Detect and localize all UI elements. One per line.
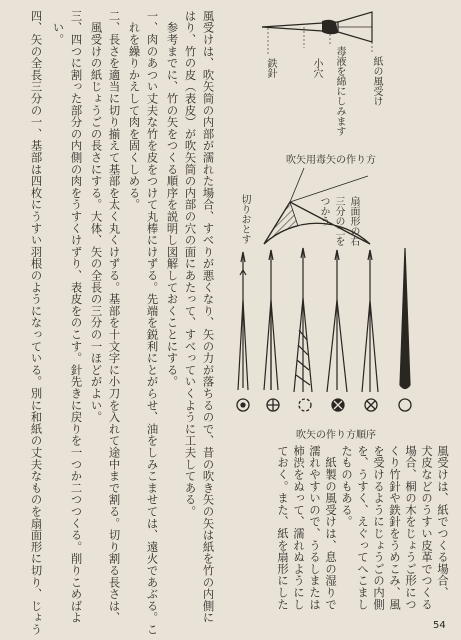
right-column-7: たものもある。 [340, 445, 353, 528]
label-fan-shape: 扇面形の右三分の二をつかう [318, 196, 359, 246]
right-column-2: 犬皮などのうすい皮革でつくる [420, 445, 433, 611]
main-column-7: 風受けの紙じょうごの長さにする。大体、矢の全長の三分の一ほどがよい。 [89, 10, 103, 423]
cross-sections [237, 399, 411, 411]
page-number: 54 [433, 620, 446, 631]
right-column-9: 濡れやすいので、うるしまたは [308, 445, 321, 611]
label-needle: 鉄針 [265, 58, 276, 78]
label-hole: 小穴 [311, 58, 322, 78]
right-column-3: 場合、桐の木をじょうご形につ [404, 445, 417, 611]
label-poison: 毒液を綿にしみます [334, 46, 345, 136]
label-paper-cone: 紙の風受け [371, 56, 382, 106]
main-column-2: はり、竹の皮（表皮）が吹矢筒の内部の穴の面にあたって、すべっていくように工夫してある。 [183, 10, 197, 518]
main-column-5: れを繰りかえして肉を固くしめる。 [127, 10, 141, 211]
main-column-1: 風受けは、吹矢筒の内部が濡れた場合、すべりが悪くなり、矢の力が落ちるので、昔の吹き矢の矢は紙を竹の内側に [201, 10, 215, 624]
caption-poison-dart: 吹矢用毒矢の作り方 [286, 155, 376, 166]
main-column-8: 三、四つに割った部分の内側の肉をうすくけずり、表皮をのこす。針先きに戻りを一つか二つつくる。削りこめばよ [69, 10, 83, 624]
right-column-4: くり竹針や鉄針をうめこみ、風 [388, 445, 401, 611]
main-column-9: い。 [51, 10, 65, 46]
caption-arrow-sequence: 吹矢の作り方順序 [296, 430, 376, 441]
poison-dart-diagram [262, 12, 372, 55]
label-cut-off: 切りおとす [239, 194, 250, 244]
right-column-10: 柿渋をぬって、濡れぬようにし [292, 445, 305, 611]
main-column-10: 四、矢の全長三分の一、基部は四枚にうすい羽根のようになっている。別に和紙の丈夫なものを扇面形に切り、じょう [29, 10, 43, 636]
right-column-8: 紙製の風受けは、息の湿りで [324, 445, 337, 611]
right-column-5: を受けるようにじょうごの内側 [372, 445, 385, 611]
right-column-11: ておく。また、紙を扇形にした [276, 445, 289, 611]
right-column-1: 風受けは、紙でつくる場合、 [436, 445, 449, 599]
main-column-6: 二、長さを適当に切り揃えて基部を太く丸くけずる。基部を十文字に小刀を入れて途中まで割る。切り割る長さは、 [107, 10, 121, 624]
arrow-sequence-diagram [238, 248, 410, 392]
main-column-3: 参考までに、竹の矢をつくる順序を説明し図解しておくことにする。 [165, 10, 179, 388]
right-column-6: を、うすく、えぐってへこまし [356, 445, 369, 611]
main-column-4: 一、肉のあつい丈夫な竹を皮をつけて丸棒にけずる。先端を鋭利にとがらせ、油をしみこませては、遠火であぶる。こ [145, 10, 159, 636]
